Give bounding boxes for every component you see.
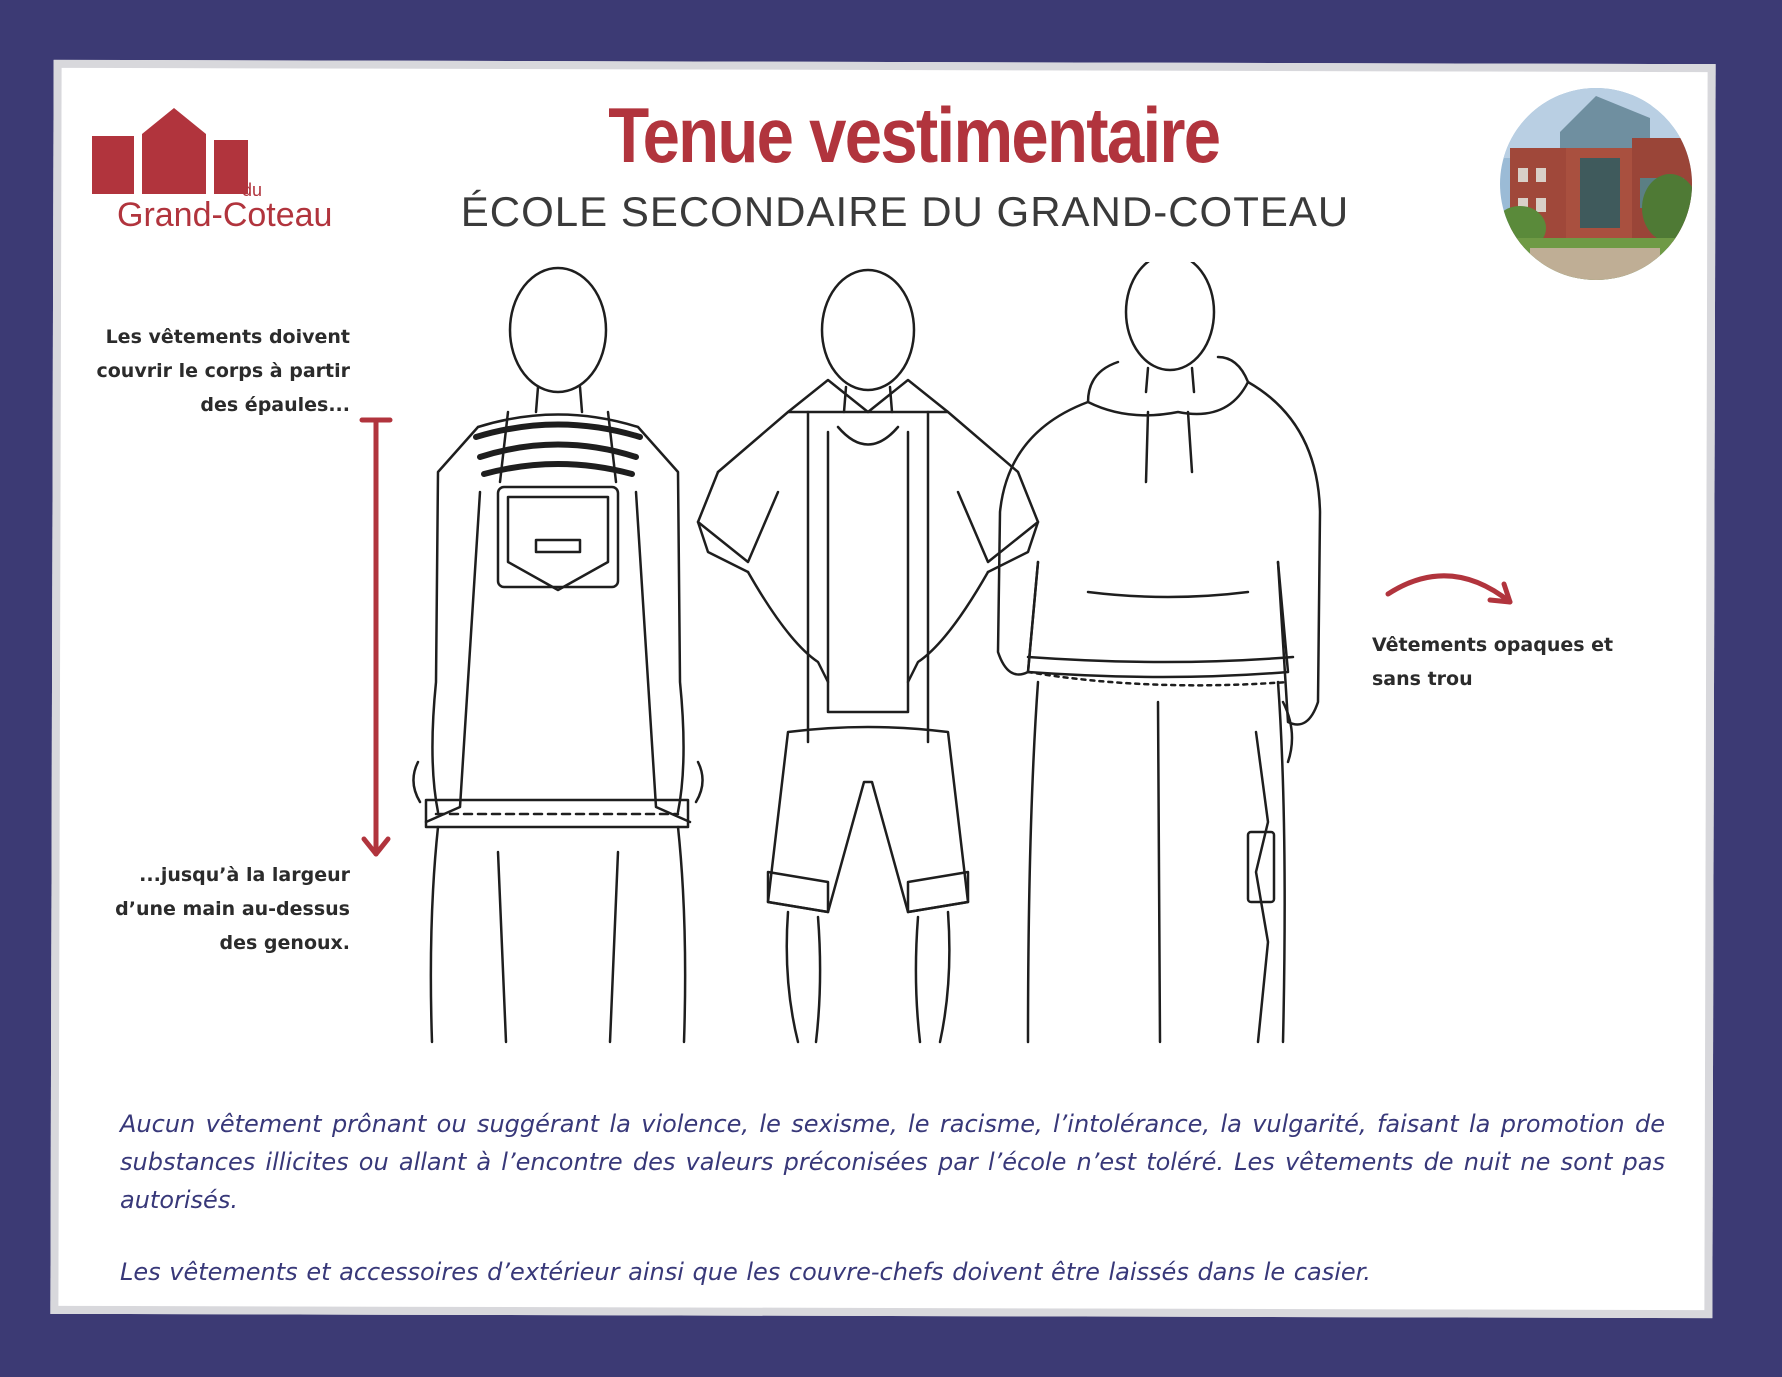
rules-paragraph: Les vêtements et accessoires d’extérieur ainsi que les couvre-chefs doivent être laissés dans le casier. <box>120 1258 1371 1286</box>
annotation-line: d’une main au-dessus <box>115 898 350 920</box>
annotation-opaque <box>1372 628 1672 696</box>
dress-code-rules <box>120 1105 1665 1325</box>
figure-shirt-shorts <box>698 270 1038 1042</box>
annotation-line: des épaules... <box>200 394 350 416</box>
school-logo <box>90 104 380 244</box>
annotation-shoulders <box>60 320 350 422</box>
rules-paragraph: Aucun vêtement prônant ou suggérant la violence, le sexisme, le racisme, l’intolérance, la vulgarité, faisant la promotion de substances illicites ou allant à l’encontre des valeurs préconisées par l’école n’est toléré. Les vêtements de nuit ne sont pas autorisés. <box>120 1110 1665 1214</box>
annotation-line: sans trou <box>1372 668 1473 690</box>
clothing-illustrations <box>388 262 1368 1052</box>
annotation-line: Les vêtements doivent <box>105 326 350 348</box>
logo-name: Grand-Coteau <box>117 196 333 234</box>
page-title: Tenue vestimentaire <box>608 91 1220 179</box>
annotation-line: des genoux. <box>219 932 350 954</box>
curved-arrow-icon <box>1380 560 1520 620</box>
school-building-photo <box>1500 88 1692 280</box>
figure-overall-dress <box>413 268 702 1042</box>
annotation-line: ...jusqu’à la largeur <box>139 864 350 886</box>
annotation-line: couvrir le corps à partir <box>96 360 350 382</box>
page-subtitle: ÉCOLE SECONDAIRE DU GRAND-COTEAU <box>460 188 1350 235</box>
annotation-line: Vêtements opaques et <box>1372 634 1614 656</box>
logo-du: du <box>242 180 263 200</box>
figure-hoodie <box>998 262 1320 1042</box>
annotation-knees <box>60 858 350 960</box>
